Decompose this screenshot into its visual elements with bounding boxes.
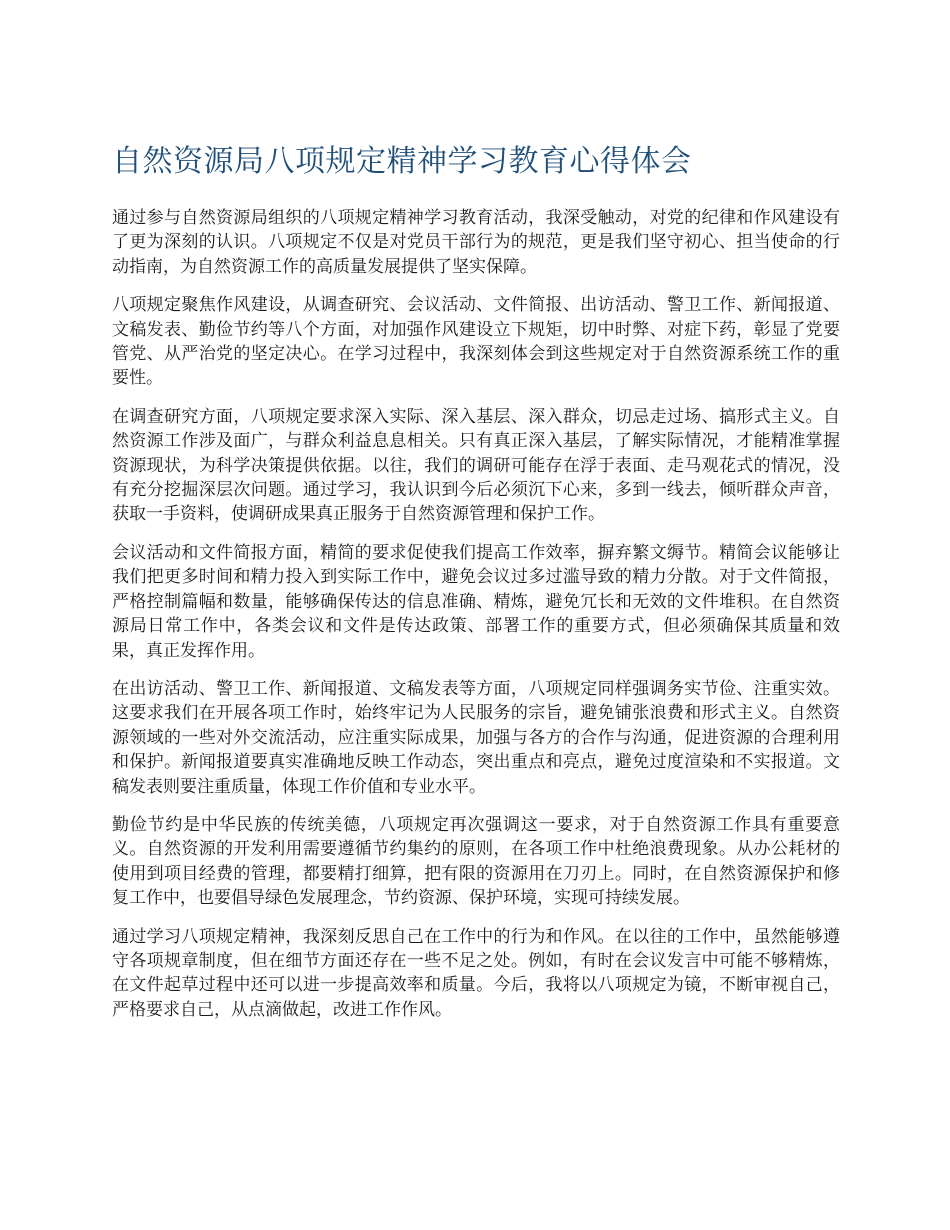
paragraph-7: 通过学习八项规定精神，我深刻反思自己在工作中的行为和作风。在以往的工作中，虽然能够遵守各项规章制度，但在细节方面还存在一些不足之处。例如，有时在会议发言中可能不够精炼，在文件起草过程中还可以进一步提高效率和质量。今后，我将以八项规定为镜，不断审视自己，严格要求自己，从点滴做起，改进工作作风。 xyxy=(112,926,840,1020)
paragraph-1: 通过参与自然资源局组织的八项规定精神学习教育活动，我深受触动，对党的纪律和作风建设有了更为深刻的认识。八项规定不仅是对党员干部行为的规范，更是我们坚守初心、担当使命的行动指南，为自然资源工作的高质量发展提供了坚实保障。 xyxy=(112,208,840,277)
document-page xyxy=(112,140,840,1036)
paragraph-3: 在调查研究方面，八项规定要求深入实际、深入基层、深入群众，切忌走过场、搞形式主义。自然资源工作涉及面广，与群众利益息息相关。只有真正深入基层，了解实际情况，才能精准掌握资源现状，为科学决策提供依据。以往，我们的调研可能存在浮于表面、走马观花式的情况，没有充分挖掘深层次问题。通过学习，我认识到今后必须沉下心来，多到一线去，倾听群众声音，获取一手资料，使调研成果真正服务于自然资源管理和保护工作。 xyxy=(112,406,840,525)
paragraph-2: 八项规定聚焦作风建设，从调查研究、会议活动、文件简报、出访活动、警卫工作、新闻报道、文稿发表、勤俭节约等八个方面，对加强作风建设立下规矩，切中时弊、对症下药，彰显了党要管党、从严治党的坚定决心。在学习过程中，我深刻体会到这些规定对于自然资源系统工作的重要性。 xyxy=(112,295,840,389)
document-title: 自然资源局八项规定精神学习教育心得体会 xyxy=(112,144,692,179)
paragraph-4: 会议活动和文件简报方面，精简的要求促使我们提高工作效率，摒弃繁文缛节。精简会议能够让我们把更多时间和精力投入到实际工作中，避免会议过多过滥导致的精力分散。对于文件简报，严格控制篇幅和数量，能够确保传达的信息准确、精炼，避免冗长和无效的文件堆积。在自然资源局日常工作中，各类会议和文件是传达政策、部署工作的重要方式，但必须确保其质量和效果，真正发挥作用。 xyxy=(112,542,840,661)
paragraph-6: 勤俭节约是中华民族的传统美德，八项规定再次强调这一要求，对于自然资源工作具有重要意义。自然资源的开发利用需要遵循节约集约的原则，在各项工作中杜绝浪费现象。从办公耗材的使用到项目经费的管理，都要精打细算，把有限的资源用在刀刃上。同时，在自然资源保护和修复工作中，也要倡导绿色发展理念，节约资源、保护环境，实现可持续发展。 xyxy=(112,814,840,909)
paragraph-5: 在出访活动、警卫工作、新闻报道、文稿发表等方面，八项规定同样强调务实节俭、注重实效。这要求我们在开展各项工作时，始终牢记为人民服务的宗旨，避免铺张浪费和形式主义。自然资源领域的一些对外交流活动，应注重实际成果，加强与各方的合作与沟通，促进资源的合理利用和保护。新闻报道要真实准确地反映工作动态，突出重点和亮点，避免过度渲染和不实报道。文稿发表则要注重质量，体现工作价值和专业水平。 xyxy=(112,678,840,797)
